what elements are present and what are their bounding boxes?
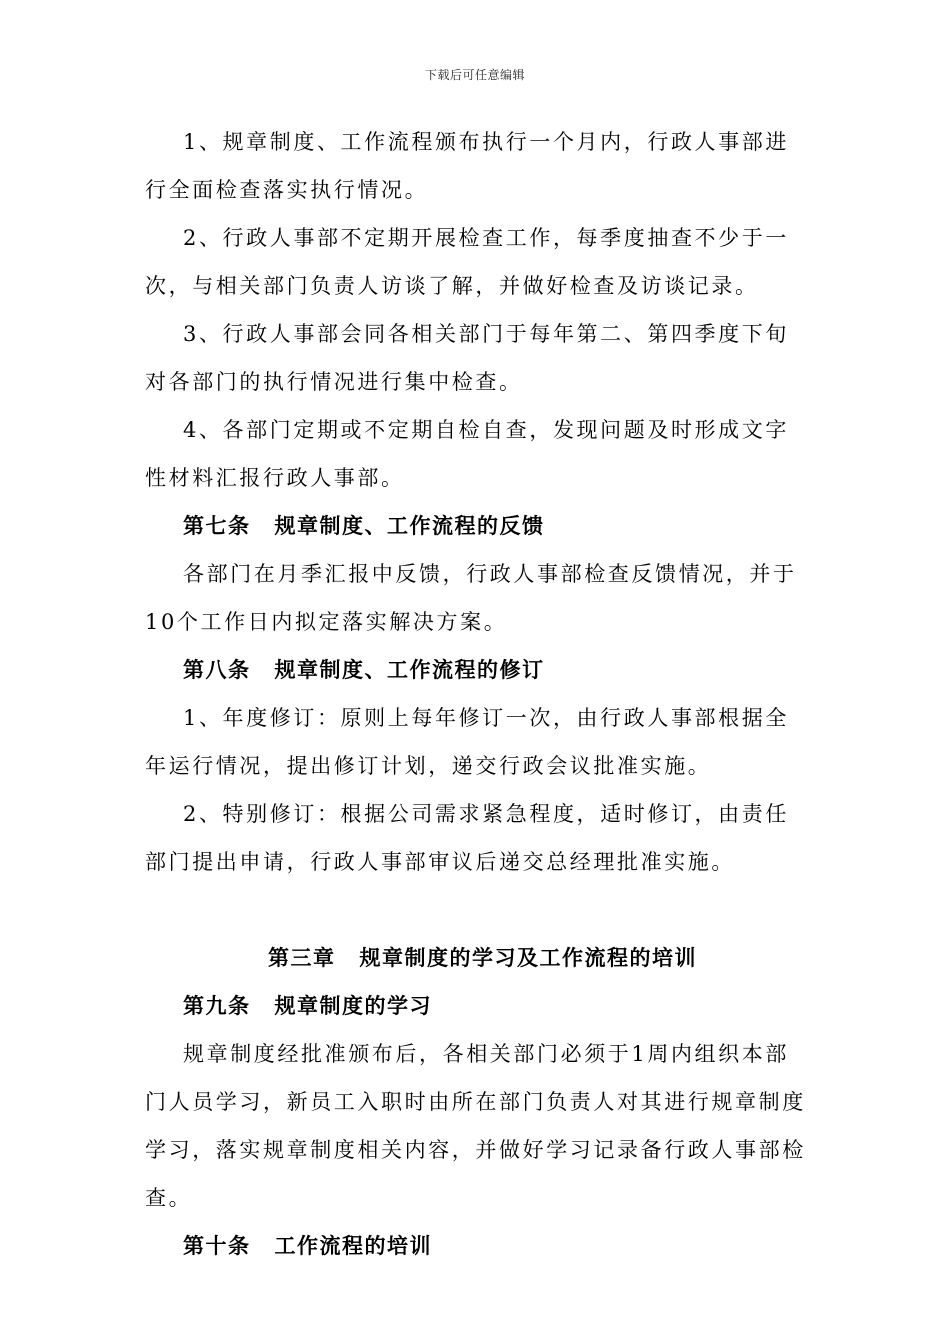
article-10-number: 第十条	[183, 1234, 251, 1258]
document-body	[145, 118, 810, 1270]
article-7-heading	[145, 502, 810, 550]
paragraph-revision-special: 2、特别修订：根据公司需求紧急程度，适时修订，由责任部门提出申请，行政人事部审议后递交总经理批准实施。	[145, 802, 789, 874]
chapter-3-title: 规章制度的学习及工作流程的培训	[359, 946, 697, 970]
article-8-heading	[145, 646, 810, 694]
paragraph-inspection-3: 3、行政人事部会同各相关部门于每年第二、第四季度下旬对各部门的执行情况进行集中检查。	[145, 322, 789, 394]
paragraph-revision-annual: 1、年度修订：原则上每年修订一次，由行政人事部根据全年运行情况，提出修订计划，递交行政会议批准实施。	[145, 706, 789, 778]
article-7-number: 第七条	[183, 514, 251, 538]
article-8-title: 规章制度、工作流程的修订	[274, 658, 545, 682]
article-10-heading	[145, 1222, 810, 1270]
article-8-number: 第八条	[183, 658, 251, 682]
paragraph-inspection-4: 4、各部门定期或不定期自检自查，发现问题及时形成文字性材料汇报行政人事部。	[145, 418, 789, 490]
article-9-title: 规章制度的学习	[274, 994, 432, 1018]
chapter-3-number: 第三章	[268, 946, 336, 970]
paragraph-inspection-2: 2、行政人事部不定期开展检查工作，每季度抽查不少于一次，与相关部门负责人访谈了解，并做好检查及访谈记录。	[145, 226, 789, 298]
article-7-title: 规章制度、工作流程的反馈	[274, 514, 545, 538]
paragraph-inspection-1: 1、规章制度、工作流程颁布执行一个月内，行政人事部进行全面检查落实执行情况。	[145, 130, 789, 202]
article-9-number: 第九条	[183, 994, 251, 1018]
article-10-title: 工作流程的培训	[274, 1234, 432, 1258]
chapter-3-heading	[145, 934, 810, 982]
page-header: 下载后可任意编辑	[424, 68, 525, 82]
article-9-heading	[145, 982, 810, 1030]
paragraph-study: 规章制度经批准颁布后，各相关部门必须于1周内组织本部门人员学习，新员工入职时由所在部门负责人对其进行规章制度学习，落实规章制度相关内容，并做好学习记录备行政人事部检查。	[145, 1042, 806, 1210]
section-spacer	[145, 886, 810, 934]
paragraph-feedback: 各部门在月季汇报中反馈，行政人事部检查反馈情况，并于10个工作日内拟定落实解决方案。	[145, 562, 797, 634]
